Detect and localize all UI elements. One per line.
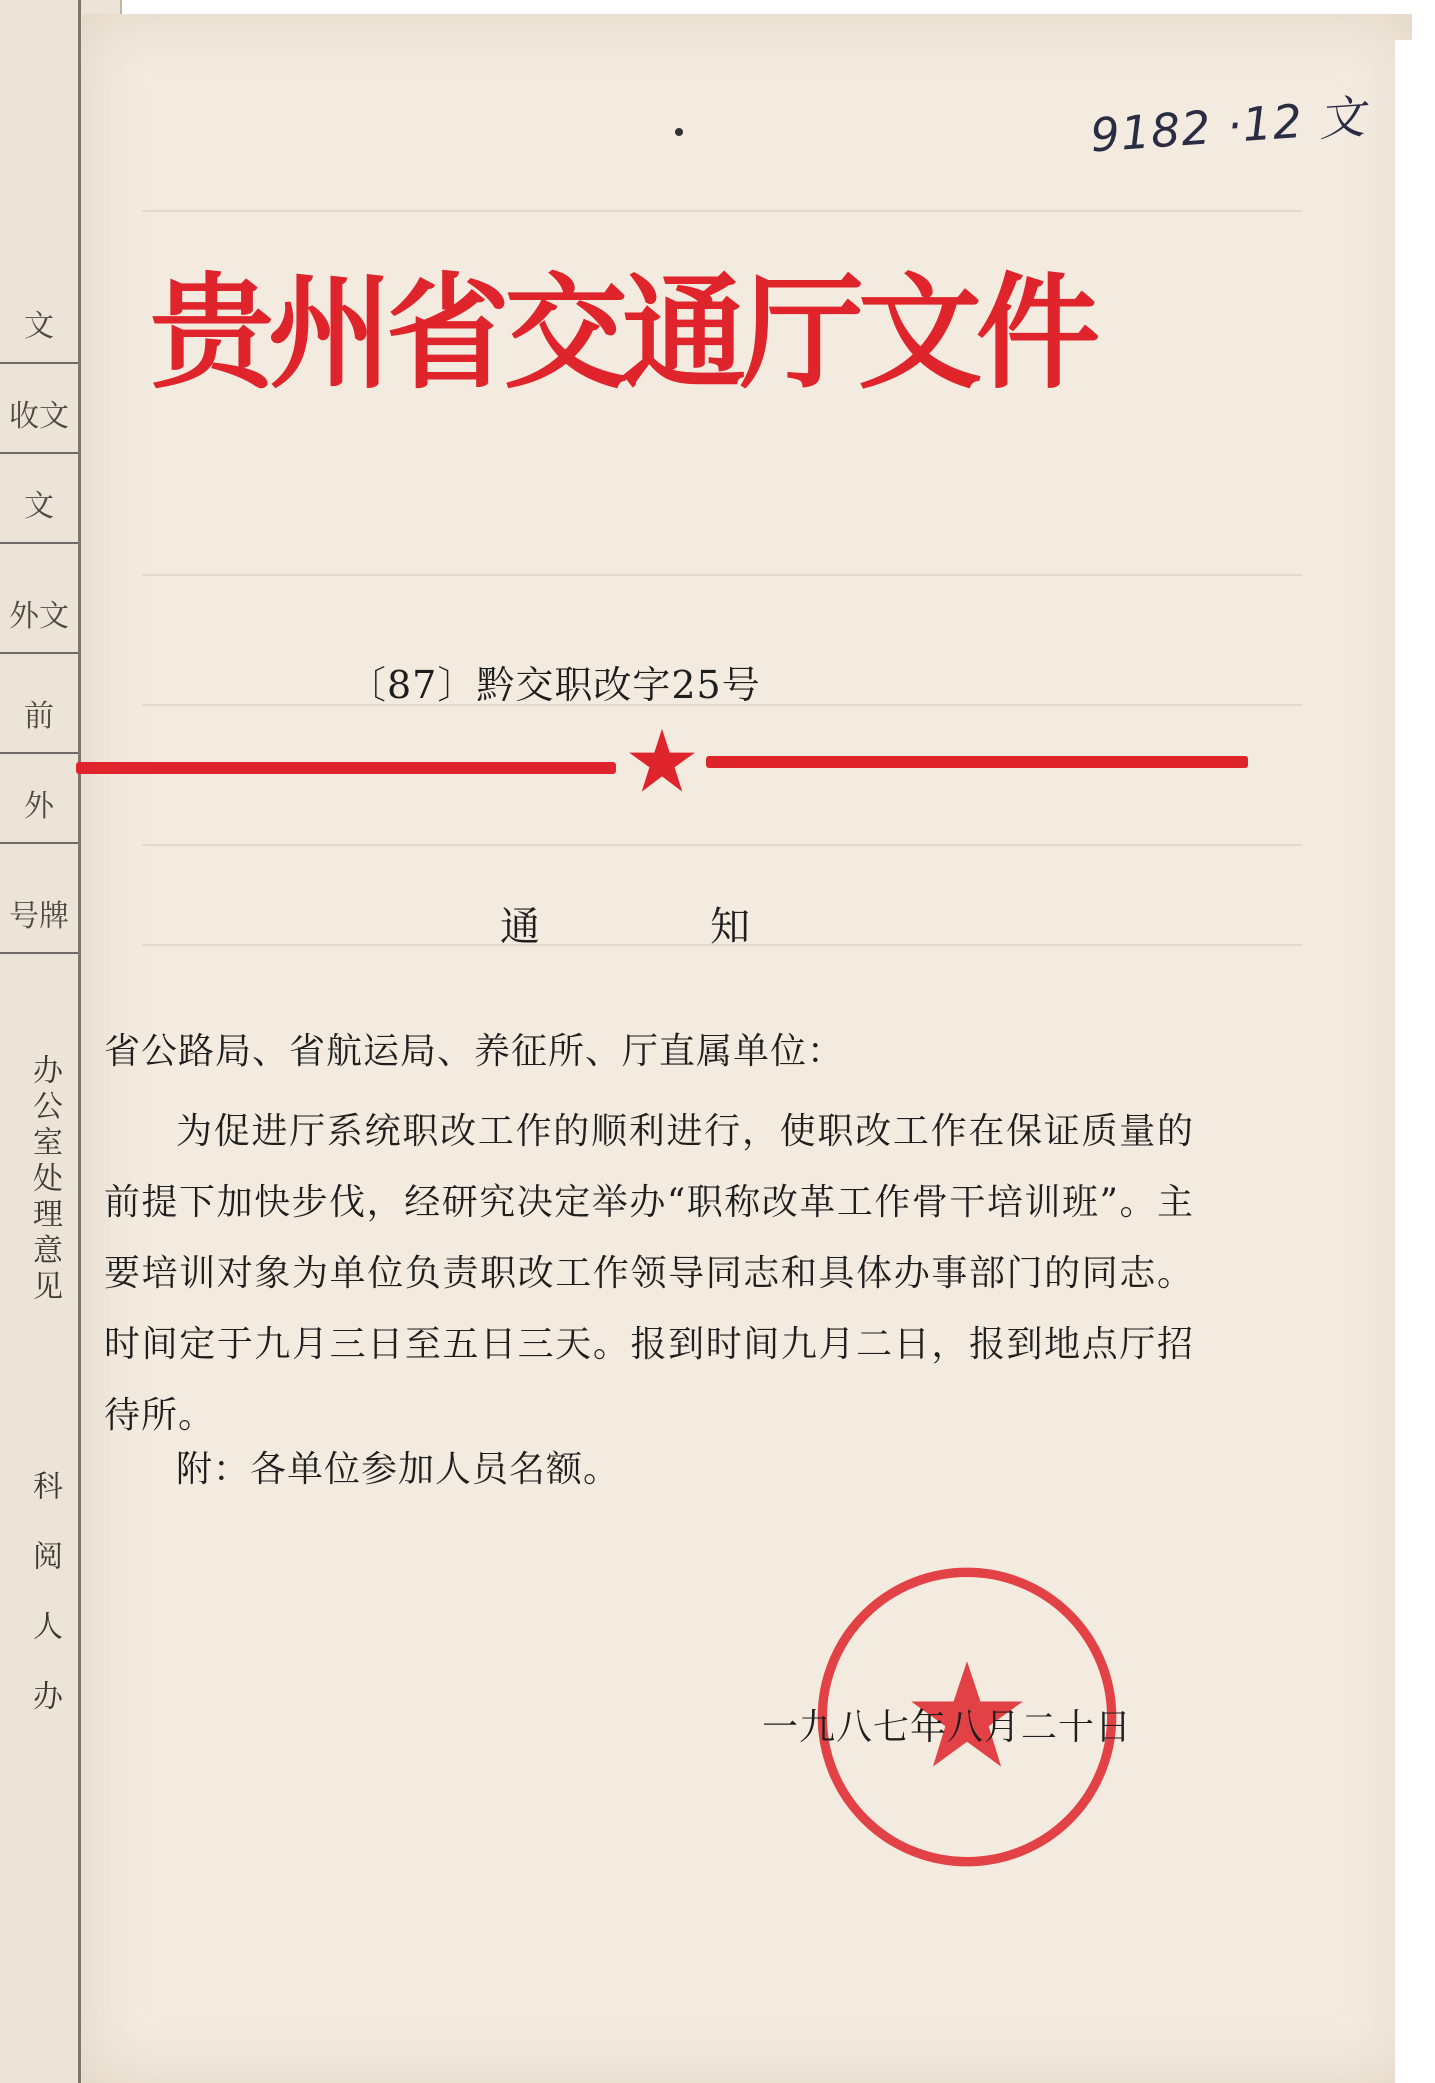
notice-title: 通知 [500,904,920,950]
star-icon [627,726,697,796]
form-cell: 外文 [0,582,78,654]
form-cell: 收文 [0,382,78,454]
form-column-border [78,0,81,2083]
form-cell: 前 [0,682,78,754]
handwritten-archive-number: 9182 ·12 文 [1088,89,1368,163]
form-cell: 文 [0,472,78,544]
bleed-through-line [142,210,1302,212]
form-cell: 外 [0,772,78,844]
bleed-through-line [142,844,1302,846]
red-rule-left [76,762,616,774]
sheet-edge [1395,40,1417,2083]
form-cell: 号牌 [0,882,78,954]
form-vertical-lower: 科阅人办 [27,1470,62,1750]
form-cell: 文 [0,292,78,364]
ink-dot [675,128,683,136]
form-vertical-note: 办公室处理意见 [27,1054,62,1306]
issue-date: 一九八七年八月二十日 [762,1707,1133,1748]
red-rule-right [706,756,1248,768]
attachment-note: 附：各单位参加人员名额。 [176,1449,621,1490]
document-number: 〔87〕黔交职改字25号 [348,663,761,707]
bleed-through-line [142,574,1302,576]
notice-body: 为促进厅系统职改工作的顺利进行，使职改工作在保证质量的前提下加快步伐，经研究决定举办“职称改革工作骨干培训班”。主要培训对象为单位负责职改工作领导同志和具体办事部门的同志。时间定于九月三日至五日三天。报到时间九月二日，报到地点厅招待所。 [104,1111,1194,1436]
addressee: 省公路局、省航运局、养征所、厅直属单位： [104,1031,845,1072]
document-header: 贵州省交通厅文件 [150,262,1095,406]
